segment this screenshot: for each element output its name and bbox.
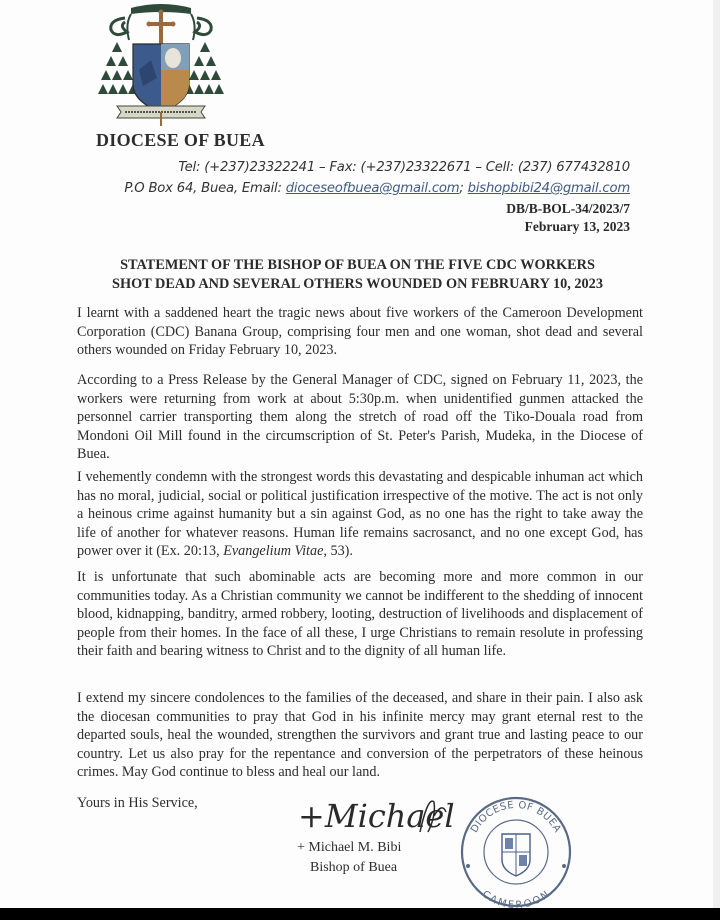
statement-title <box>70 256 645 293</box>
diocesan-crest-icon <box>95 0 227 128</box>
paragraph-3 <box>77 468 643 561</box>
stamp-star-left-icon <box>466 864 470 868</box>
svg-text:DIOCESE OF BUEA <box>469 800 563 835</box>
paragraph-1: I learnt with a saddened heart the tragic news about five workers of the Cameroon Development Corporation (CDC) Banana Group, comprising four men and one woman, shot dead and several others wounded on Friday February 10, 2023. <box>77 305 643 359</box>
email-link-diocese[interactable]: dioceseofbuea@gmail.com <box>285 181 460 196</box>
address-text: P.O Box 64, Buea, Email: <box>124 181 286 196</box>
signatory-title: Bishop of Buea <box>310 860 398 875</box>
stamp-emblem-icon <box>502 834 530 876</box>
signatory-name: + Michael M. Bibi <box>297 840 402 855</box>
letter-date: February 13, 2023 <box>524 219 630 234</box>
citation-evangelium-vitae: Evangelium Vitae <box>223 543 324 560</box>
official-seal-stamp <box>458 796 574 908</box>
handwritten-signature: +Michael <box>298 797 455 835</box>
statement-title-line-2: SHOT DEAD AND SEVERAL OTHERS WOUNDED ON FEBRUARY 10, 2023 <box>112 275 603 292</box>
contact-address-line <box>124 181 630 196</box>
stamp-bottom-text: CAMEROON <box>479 889 553 908</box>
paragraph-2: According to a Press Release by the General Manager of CDC, signed on February 11, 2023, the workers were returning from work at about 5:30p.m. when unidentified gunmen attacked the personnel carrier transporting them along the stretch of road off the Tiko-Douala road from Mondoni Oil Mill found in the circumscription of St. Peter's Parish, Mudeka, in the Diocese of Buea. <box>77 372 643 463</box>
email-separator: ; <box>459 181 468 196</box>
contact-phone-line: Tel: (+237)23322241 – Fax: (+237)23322671 – Cell: (237) 677432810 <box>178 160 630 175</box>
citation-end: , 53). <box>323 543 353 560</box>
statement-title-line-1: STATEMENT OF THE BISHOP OF BUEA ON THE FIVE CDC WORKERS <box>120 257 595 273</box>
paragraph-3-text: I vehemently condemn with the strongest words this devastating and despicable inhuman act which has no moral, judicial, social or political justification irrespective of the motive. The act is not only a heinous crime against humanity but a sin against God, as no one has the right to take away the life of another for whatever reasons. Human life remains sacrosanct, and no one except God, has power over it (Ex. 20:13, <box>77 469 643 560</box>
organization-name: DIOCESE OF BUEA <box>96 130 265 150</box>
email-link-bishop[interactable]: bishopbibi24@gmail.com <box>467 181 630 196</box>
bottom-black-bar <box>0 908 720 920</box>
stamp-star-right-icon <box>562 864 566 868</box>
signature-flourish-icon <box>418 796 448 836</box>
page-edge <box>713 0 720 908</box>
stamp-top-text: DIOCESE OF BUEA <box>469 799 563 835</box>
reference-number: DB/B-BOL-34/2023/7 <box>506 201 630 216</box>
paragraph-5: I extend my sincere condolences to the families of the deceased, and share in their pain. I also ask the diocesan communities to pray that God in his infinite mercy may grant eternal rest to the departed souls, heal the wounded, strengthen the survivors and grant true and lasting peace to our country. Let us also pray for the repentance and conversion of the perpetrators of these heinous crimes. May God continue to bless and heal our land. <box>77 690 643 781</box>
closing-salutation: Yours in His Service, <box>77 795 198 811</box>
paragraph-4: It is unfortunate that such abominable acts are becoming more and more common in our communities today. As a Christian community we cannot be indifferent to the shedding of innocent blood, kidnapping, banditry, armed robbery, looting, destruction of livelihoods and displacement of people from their homes. In the face of all these, I urge Christians to remain resolute in professing their faith and bearing witness to Christ and to the dignity of all human life. <box>77 569 643 660</box>
